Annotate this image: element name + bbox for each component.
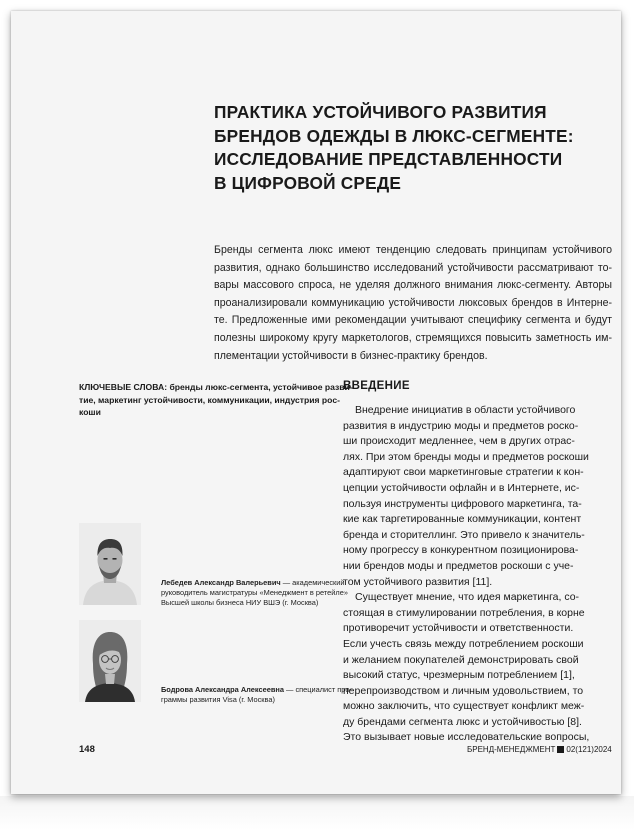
article-title	[214, 101, 574, 195]
body-text-line: перепроизводством и личным удовольствием, то	[343, 684, 584, 697]
abstract-line: полезны широкому кругу маркетологов, стремящихся повысить заметность им-	[214, 331, 612, 344]
journal-page	[11, 11, 621, 794]
body-text-line: кие как таргетированные коммуникации, контент	[343, 513, 582, 526]
body-text-line: Если учесть связь между потреблением роскоши	[343, 637, 584, 650]
body-text-column	[343, 403, 607, 746]
title-line: В ЦИФРОВОЙ СРЕДЕ	[214, 172, 402, 193]
body-text-line: можно заключить, что существует конфликт меж-	[343, 700, 585, 713]
body-text-line: ному прогрессу в конкурентном позиционирова-	[343, 544, 579, 557]
abstract-line: проанализировали коммуникацию устойчивости люксовых брендов в Интерне-	[214, 296, 612, 309]
body-text-line: ши происходит медленнее, чем в других отрас-	[343, 435, 575, 448]
body-text-line: лях. При этом бренды моды и предметов роскоши	[343, 450, 589, 463]
body-text-line: и желанием покупателей демонстрировать свой	[343, 653, 579, 666]
title-line: БРЕНДОВ ОДЕЖДЫ В ЛЮКС-СЕГМЕНТЕ:	[214, 125, 574, 146]
author-desc: — специалист про-	[283, 685, 352, 694]
author-name: Лебедев Александр Валерьевич	[161, 578, 281, 587]
body-text-line: том устойчивого развития [11].	[343, 575, 493, 588]
abstract-line: развития, однако большинство исследований устойчивости рассматривают то-	[214, 261, 612, 274]
journal-footer	[467, 745, 612, 754]
body-text-line: развития в индустрию моды и предметов роско-	[343, 419, 579, 432]
abstract-line: вары массового спроса, не уделяя должного внимания люкс-сегменту. Авторы	[214, 279, 612, 292]
title-line: ПРАКТИКА УСТОЙЧИВОГО РАЗВИТИЯ	[214, 102, 547, 122]
page-number: 148	[79, 744, 95, 755]
body-text-line: пользуя инструменты цифрового маркетинга, та-	[343, 497, 582, 510]
body-text-line: ду брендами сегмента люкс и устойчивостью [8].	[343, 715, 582, 728]
abstract-line: плементации устойчивости в бизнес-практику брендов.	[214, 349, 488, 362]
body-text-line: высокий статус, чрезмерным потреблением [1],	[343, 669, 575, 682]
author-desc: руководитель магистратуры «Менеджмент в ретейле»	[161, 588, 348, 598]
author-info-lebedev	[161, 578, 348, 609]
body-text-line: противоречит устойчивости и ответственности.	[343, 622, 574, 635]
body-text-line: нии брендов моды и предметов роскоши с уче-	[343, 559, 574, 572]
body-text-line: цепции устойчивости офлайн и в Интернете, ис-	[343, 481, 580, 494]
body-text-line: бренда и сторителлинг. Это привело к значитель-	[343, 528, 585, 541]
square-icon	[557, 746, 564, 753]
keywords-line: тие, маркетинг устойчивости, коммуникации, индустрия рос-	[79, 394, 340, 405]
author-desc: Высшей школы бизнеса НИУ ВШЭ (г. Москва)	[161, 598, 319, 608]
author-photo-lebedev	[79, 523, 141, 605]
body-text-line: Существует мнение, что идея маркетинга, со-	[355, 591, 580, 604]
author-first-line	[161, 578, 345, 588]
author-photo-bodrova	[79, 620, 141, 702]
abstract-line: Бренды сегмента люкс имеют тенденцию следовать принципам устойчивого	[214, 244, 612, 256]
journal-issue: 02(121)2024	[566, 745, 612, 754]
author-info-bodrova	[161, 685, 352, 705]
keywords-line: коши	[79, 407, 101, 418]
author-name: Бодрова Александра Алексеевна	[161, 685, 284, 694]
page-shadow-area	[0, 796, 634, 830]
title-line: ИССЛЕДОВАНИЕ ПРЕДСТАВЛЕННОСТИ	[214, 149, 563, 169]
journal-name: БРЕНД-МЕНЕДЖМЕНТ	[467, 745, 556, 754]
author-first-line	[161, 685, 352, 695]
body-text-line: Это вызывает новые исследовательские вопросы,	[343, 731, 590, 744]
author-desc: граммы развития Visa (г. Москва)	[161, 695, 275, 705]
body-text-line: стоящая в стимулировании потребления, в корне	[343, 606, 585, 619]
article-abstract	[214, 242, 612, 365]
section-heading: ВВЕДЕНИЕ	[343, 380, 410, 392]
author-desc: — академический	[280, 578, 345, 587]
keywords-block	[79, 381, 353, 419]
keywords-line: КЛЮЧЕВЫЕ СЛОВА: бренды люкс-сегмента, устойчивое разви-	[79, 382, 353, 392]
body-text-line: адаптируют свои маркетинговые стратегии к кон-	[343, 466, 584, 479]
body-text-line: Внедрение инициатив в области устойчивого	[355, 404, 576, 416]
abstract-line: те. Предложенные ими рекомендации учитывают специфику сегмента и будут	[214, 314, 612, 327]
